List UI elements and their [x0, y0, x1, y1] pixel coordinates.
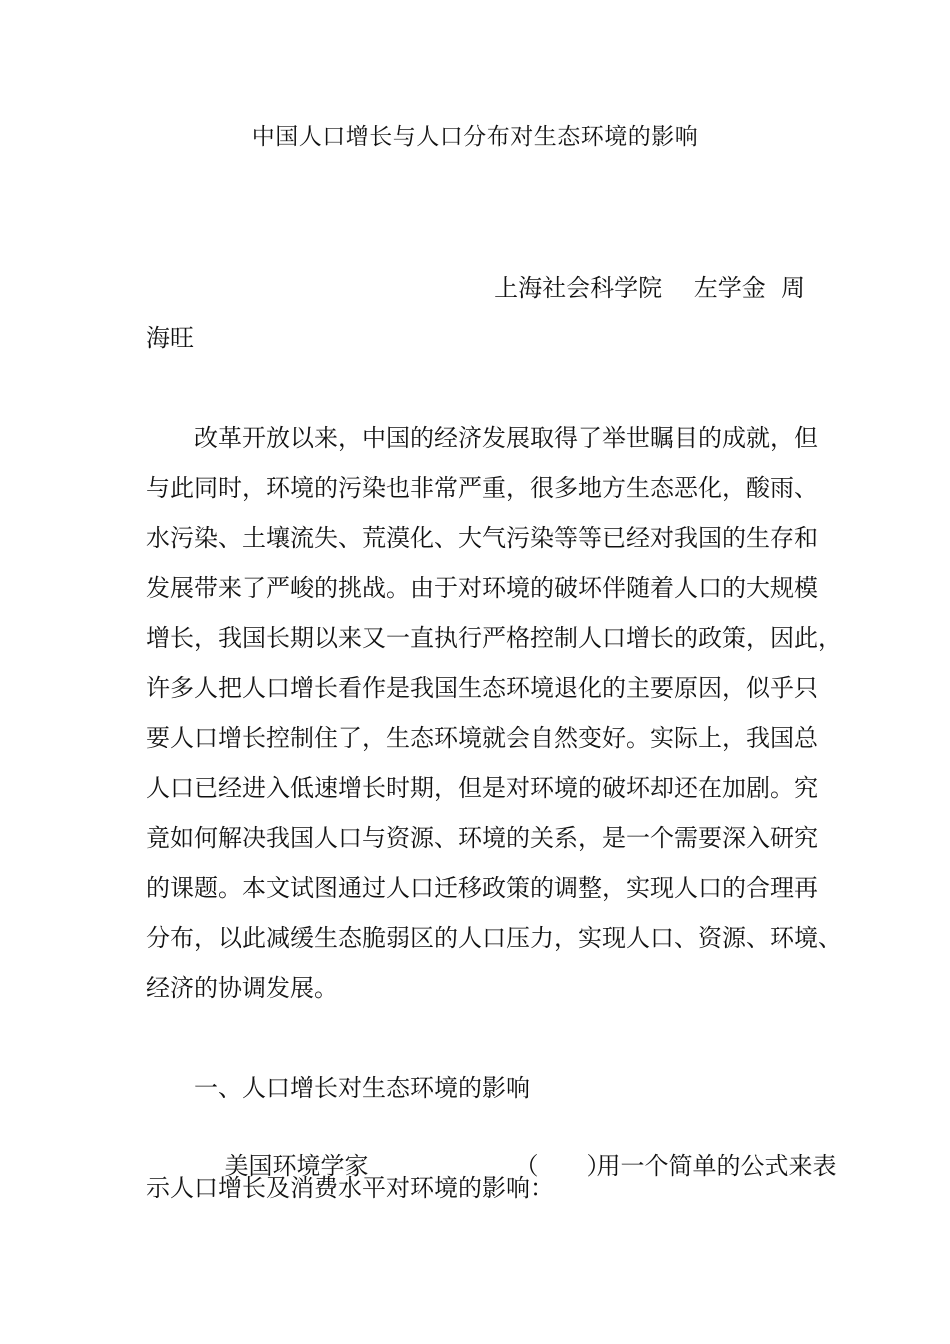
paragraph-line: 分布，以此减缓生态脆弱区的人口压力，实现人口、资源、环境、 [146, 924, 842, 952]
document-title: 中国人口增长与人口分布对生态环境的影响 [251, 124, 699, 150]
section-heading: 一、人口增长对生态环境的影响 [194, 1074, 530, 1102]
section1-line2: 示人口增长及消费水平对环境的影响： [146, 1174, 554, 1202]
section1-line1-text-a: 美国环境学家 [224, 1152, 369, 1180]
section1-line1-parenthesis: （ ） [514, 1152, 611, 1180]
paragraph-line: 改革开放以来，中国的经济发展取得了举世瞩目的成就，但 [194, 424, 818, 452]
paragraph-line: 人口已经进入低速增长时期，但是对环境的破坏却还在加剧。究 [146, 774, 818, 802]
paragraph-line: 的课题。本文试图通过人口迁移政策的调整，实现人口的合理再 [146, 874, 818, 902]
paragraph-line: 增长，我国长期以来又一直执行严格控制人口增长的政策，因此， [146, 624, 842, 652]
paragraph-line: 要人口增长控制住了，生态环境就会自然变好。实际上，我国总 [146, 724, 818, 752]
paragraph-line: 与此同时，环境的污染也非常严重，很多地方生态恶化，酸雨、 [146, 474, 818, 502]
paragraph-line: 发展带来了严峻的挑战。由于对环境的破坏伴随着人口的大规模 [146, 574, 818, 602]
paragraph-line: 经济的协调发展。 [146, 974, 338, 1002]
author-affiliation-line2: 海旺 [146, 324, 194, 352]
author-affiliation-line1: 上海社会科学院 左学金 周 [494, 274, 805, 302]
paragraph-line: 竟如何解决我国人口与资源、环境的关系，是一个需要深入研究 [146, 824, 818, 852]
paragraph-line: 许多人把人口增长看作是我国生态环境退化的主要原因，似乎只 [146, 674, 818, 702]
section1-line1-text-b: 用一个简单的公式来表 [596, 1152, 837, 1180]
paragraph-line: 水污染、土壤流失、荒漠化、大气污染等等已经对我国的生存和 [146, 524, 818, 552]
